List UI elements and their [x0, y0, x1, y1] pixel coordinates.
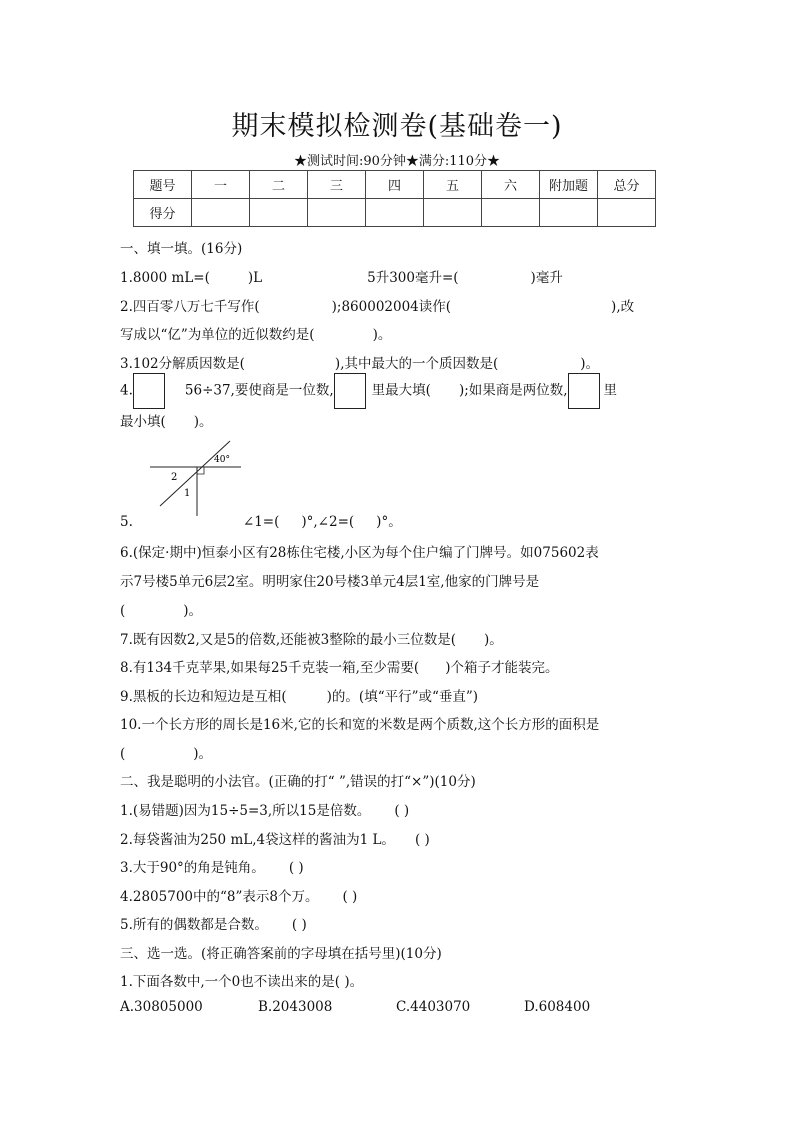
score-table-header-row	[134, 171, 656, 199]
score-cell: 一	[192, 171, 250, 199]
judge-text: 5.所有的偶数都是合数。	[120, 917, 268, 933]
option-a[interactable]: A.30805000	[120, 999, 203, 1015]
option-d[interactable]: D.608400	[524, 999, 591, 1015]
q5-text: )°。	[376, 514, 402, 530]
question-6: 6.(保定·期中)恒泰小区有28栋住宅楼,小区为每个住户编了门牌号。如075602表	[120, 545, 599, 561]
q4-text: 里	[603, 382, 618, 399]
score-entry[interactable]	[424, 199, 482, 227]
q4-text: )。	[193, 414, 213, 430]
score-entry[interactable]	[192, 199, 250, 227]
option-b[interactable]: B.2043008	[258, 999, 333, 1015]
score-entry[interactable]	[540, 199, 598, 227]
option-c[interactable]: C.4403070	[396, 999, 471, 1015]
question-10-blank	[120, 742, 212, 762]
q1-text: )L	[247, 270, 263, 286]
question-7	[120, 628, 503, 648]
score-cell: 题号	[134, 171, 192, 199]
score-table	[133, 170, 656, 227]
judge-item	[120, 856, 304, 876]
score-entry[interactable]	[598, 199, 656, 227]
question-4	[120, 373, 617, 409]
digit-box[interactable]	[334, 373, 366, 409]
score-cell: 附加题	[540, 171, 598, 199]
q4-text: 4.	[120, 382, 133, 399]
question-6-blank	[120, 599, 202, 619]
choice-question-1: 1.下面各数中,一个0也不读出来的是( )。	[120, 974, 364, 990]
page-title: 期末模拟检测卷(基础卷一)	[231, 111, 563, 142]
question-9	[120, 685, 478, 705]
score-cell: 六	[482, 171, 540, 199]
q9-text: )的。(填“平行”或“垂直”)	[326, 689, 479, 705]
q2-text: );860002004读作(	[331, 299, 452, 315]
q1-text: )毫升	[530, 270, 563, 286]
judge-item	[120, 885, 357, 905]
question-10: 10.一个长方形的周长是16米,它的长和宽的米数是两个质数,这个长方形的面积是	[120, 717, 600, 733]
digit-box[interactable]	[568, 373, 600, 409]
q7-text: 7.既有因数2,又是5的倍数,还能被3整除的最小三位数是(	[120, 632, 456, 648]
digit-box[interactable]	[133, 373, 165, 409]
q2-text: ),改	[611, 299, 635, 315]
section-1-heading: 一、填一填。(16分)	[120, 241, 243, 257]
score-entry[interactable]	[482, 199, 540, 227]
judge-text: 2.每袋酱油为250 mL,4袋这样的酱油为1 L。	[120, 832, 395, 848]
q3-text: )。	[580, 356, 600, 372]
q2-text: )。	[372, 327, 392, 343]
q1-text: 5升300毫升=(	[367, 270, 459, 286]
q6-text: (	[120, 603, 126, 619]
score-table-score-row	[134, 199, 656, 227]
q7-text: )。	[484, 632, 503, 648]
q5-text: )°,∠2=(	[301, 514, 355, 530]
score-cell: 得分	[134, 199, 192, 227]
question-1	[120, 266, 563, 286]
exam-subtitle	[0, 150, 794, 169]
q4-text: 56÷37,要使商是一位数,	[184, 382, 334, 399]
angle-2-label: 2	[171, 472, 178, 483]
question-3	[120, 352, 599, 372]
score-entry[interactable]	[366, 199, 424, 227]
judge-text: 4.2805700中的“8”表示8个万。	[120, 889, 319, 905]
q9-text: 9.黑板的长边和短边是互相(	[120, 689, 287, 705]
q8-text: )个箱子才能装完。	[445, 660, 559, 676]
judge-item	[120, 913, 307, 933]
score-cell: 二	[250, 171, 308, 199]
q10-text: (	[120, 746, 126, 762]
q3-text: 3.102分解质因数是(	[120, 356, 245, 372]
question-8	[120, 656, 558, 676]
answer-paren[interactable]: ( )	[414, 832, 430, 848]
question-2-cont	[120, 323, 391, 343]
judge-item	[120, 799, 409, 819]
score-cell: 三	[308, 171, 366, 199]
angle-40-label: 40°	[214, 455, 230, 465]
q1-text: 1.8000 mL=(	[120, 270, 210, 286]
section-3-heading: 三、选一选。(将正确答案前的字母填在括号里)(10分)	[120, 946, 442, 962]
angle-1-label: 1	[184, 488, 191, 499]
q5-text: ∠1=(	[242, 514, 280, 530]
q2-text: 写成以“亿”为单位的近似数约是(	[120, 327, 315, 343]
judge-item	[120, 828, 430, 848]
q4-text: 里最大填(	[371, 382, 431, 399]
question-6-cont: 示7号楼5单元6层2室。明明家住20号楼3单元4层1室,他家的门牌号是	[120, 574, 540, 590]
q6-text: )。	[183, 603, 203, 619]
judge-text: 3.大于90°的角是钝角。	[120, 860, 265, 876]
section-2-heading: 二、我是聪明的小法官。(正确的打“ ”,错误的打“×”)(10分)	[120, 774, 476, 790]
q10-text: )。	[193, 746, 213, 762]
question-5	[120, 510, 402, 530]
q2-text: 2.四百零八万七千写作(	[120, 299, 260, 315]
exam-info: ★测试时间:90分钟★满分:110分★	[286, 154, 508, 171]
score-cell: 五	[424, 171, 482, 199]
judge-text: 1.(易错题)因为15÷5=3,所以15是倍数。	[120, 803, 371, 819]
score-entry[interactable]	[308, 199, 366, 227]
score-cell: 总分	[598, 171, 656, 199]
q5-text: 5.	[120, 514, 133, 530]
answer-paren[interactable]: ( )	[291, 917, 307, 933]
answer-paren[interactable]: ( )	[342, 889, 358, 905]
question-2	[120, 295, 634, 315]
score-entry[interactable]	[250, 199, 308, 227]
question-4-cont	[120, 410, 213, 430]
q8-text: 8.有134千克苹果,如果每25千克装一箱,至少需要(	[120, 660, 420, 676]
answer-paren[interactable]: ( )	[288, 860, 304, 876]
angle-figure	[148, 438, 248, 518]
q4-text: 最小填(	[120, 414, 166, 430]
q4-text: );如果商是两位数,	[458, 382, 568, 399]
answer-paren[interactable]: ( )	[394, 803, 410, 819]
score-cell: 四	[366, 171, 424, 199]
q3-text: ),其中最大的一个质因数是(	[334, 356, 499, 372]
choice-options	[120, 999, 590, 1015]
